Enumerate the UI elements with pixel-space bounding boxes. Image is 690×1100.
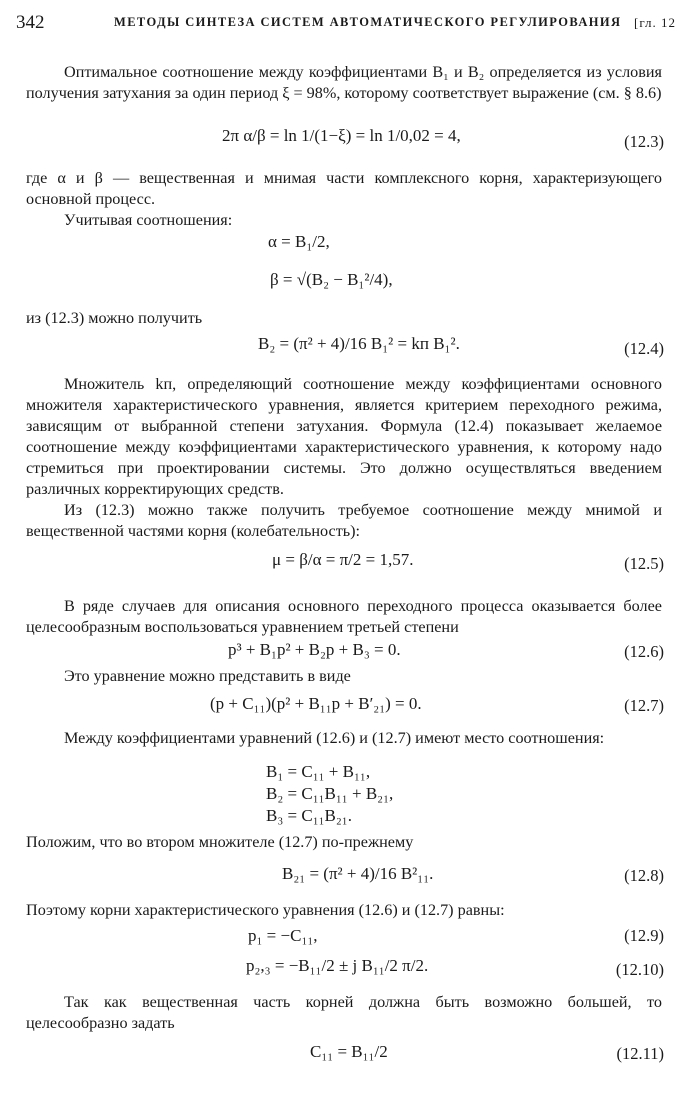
- equation-number-12-7: (12.7): [624, 696, 664, 715]
- paragraph-9: Между коэффициентами уравнений (12.6) и (12.7) имеют место соотношения:: [64, 729, 605, 747]
- page-number: 342: [16, 12, 45, 33]
- paragraph-5: Множитель kп, определяющий соотношение между коэффициентами основного множителя характеристического уравнения, является критерием переходного режима, зависящим от выбранной степени затухания. Формула (12.4) показывает желаемое соотношение между коэффициентами характеристического уравнения, к которому надо стремиться при проектировании системы. Это должно осуществляться введением различных корректирующих средств.: [26, 375, 662, 498]
- paragraph-7: В ряде случаев для описания основного переходного процесса оказывается более целесообразным воспользоваться уравнением третьей степени: [26, 597, 662, 636]
- paragraph-12: Так как вещественная часть корней должна быть возможно большей, то целесообразно задать: [26, 993, 662, 1032]
- equation-number-12-8: (12.8): [624, 866, 664, 885]
- paragraph-8: Это уравнение можно представить в виде: [64, 667, 351, 685]
- equation-b3: B₃ = C₁₁B₂₁.: [266, 806, 352, 825]
- equation-number-12-9: (12.9): [624, 926, 664, 945]
- equation-number-12-11: (12.11): [616, 1044, 664, 1063]
- paragraph-11: Поэтому корни характеристического уравнения (12.6) и (12.7) равны:: [26, 901, 505, 919]
- equation-12-6: p³ + B₁p² + B₂p + B₃ = 0.: [228, 640, 401, 659]
- equation-number-12-5: (12.5): [624, 554, 664, 573]
- equation-12-11: C₁₁ = B₁₁/2: [310, 1042, 388, 1061]
- equation-number-12-6: (12.6): [624, 642, 664, 661]
- paragraph-3: Учитывая соотношения:: [64, 211, 233, 229]
- paragraph-10: Положим, что во втором множителе (12.7) по-прежнему: [26, 833, 414, 851]
- equation-number-12-10: (12.10): [615, 960, 664, 979]
- equation-12-8: B₂₁ = (π² + 4)/16 B²₁₁.: [282, 864, 434, 883]
- paragraph-1: Оптимальное соотношение между коэффициентами B₁ и B₂ определяется из условия получения затухания за один период ξ = 98%, которому соответствует выражение (см. § 8.6): [26, 63, 662, 102]
- equation-12-3: 2π α/β = ln 1/(1−ξ) = ln 1/0,02 = 4,: [222, 126, 461, 145]
- paragraph-6: Из (12.3) можно также получить требуемое соотношение между мнимой и вещественной частями корня (колебательность):: [26, 501, 662, 540]
- paragraph-4: из (12.3) можно получить: [26, 309, 203, 327]
- page-header: [16, 12, 676, 36]
- equation-12-10: p₂,₃ = −B₁₁/2 ± j B₁₁/2 π/2.: [246, 956, 429, 975]
- running-title: МЕТОДЫ СИНТЕЗА СИСТЕМ АВТОМАТИЧЕСКОГО РЕГУЛИРОВАНИЯ: [114, 15, 622, 29]
- paragraph-2: где α и β — вещественная и мнимая части комплексного корня, характеризующего основной процесс.: [26, 169, 662, 208]
- equation-b1: B₁ = C₁₁ + B₁₁,: [266, 762, 371, 781]
- equation-12-7: (p + C₁₁)(p² + B₁₁p + B′₂₁) = 0.: [210, 694, 422, 713]
- equation-number-12-4: (12.4): [624, 339, 664, 358]
- equation-beta: β = √(B₂ − B₁²/4),: [270, 270, 393, 289]
- equation-b2: B₂ = C₁₁B₁₁ + B₂₁,: [266, 784, 394, 803]
- equation-number-12-3: (12.3): [624, 132, 664, 151]
- equation-12-9: p₁ = −C₁₁,: [248, 926, 318, 945]
- equation-alpha: α = B₁/2,: [268, 232, 330, 251]
- equation-12-5: μ = β/α = π/2 = 1,57.: [272, 550, 414, 569]
- chapter-label: [гл. 12: [634, 15, 676, 30]
- equation-12-4: B₂ = (π² + 4)/16 B₁² = kп B₁².: [258, 334, 460, 353]
